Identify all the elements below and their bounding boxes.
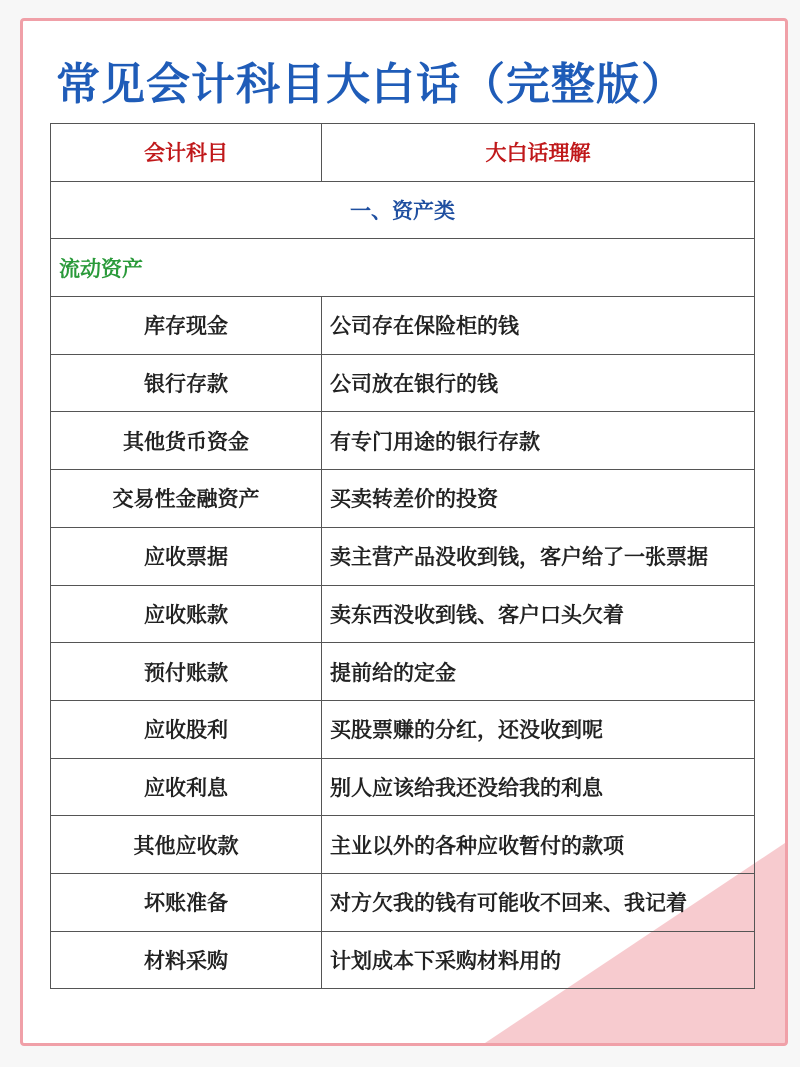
table-row — [51, 758, 755, 816]
account-meaning: 主业以外的各种应收暂付的款项 — [322, 816, 755, 874]
header-account: 会计科目 — [51, 124, 322, 182]
account-name: 坏账准备 — [51, 873, 322, 931]
account-meaning: 别人应该给我还没给我的利息 — [322, 758, 755, 816]
header-meaning: 大白话理解 — [322, 124, 755, 182]
page-title: 常见会计科目大白话（完整版） — [56, 59, 686, 110]
account-meaning: 卖东西没收到钱、客户口头欠着 — [322, 585, 755, 643]
account-name: 应收利息 — [51, 758, 322, 816]
subsection-title: 流动资产 — [51, 239, 755, 297]
account-name: 交易性金融资产 — [51, 470, 322, 528]
account-name: 库存现金 — [51, 297, 322, 355]
table-header-row — [51, 124, 755, 182]
table-row — [51, 931, 755, 989]
table-row — [51, 873, 755, 931]
account-meaning: 买股票赚的分红，还没收到呢 — [322, 700, 755, 758]
table-row — [51, 297, 755, 355]
section-title: 一、资产类 — [51, 181, 755, 239]
table-row — [51, 585, 755, 643]
account-meaning: 买卖转差价的投资 — [322, 470, 755, 528]
account-name: 应收票据 — [51, 527, 322, 585]
table-row — [51, 643, 755, 701]
subsection-row — [51, 239, 755, 297]
account-meaning: 公司存在保险柜的钱 — [322, 297, 755, 355]
account-meaning: 卖主营产品没收到钱，客户给了一张票据 — [322, 527, 755, 585]
table-row — [51, 816, 755, 874]
table-row — [51, 700, 755, 758]
table-row — [51, 354, 755, 412]
account-meaning: 提前给的定金 — [322, 643, 755, 701]
account-name: 材料采购 — [51, 931, 322, 989]
account-meaning: 计划成本下采购材料用的 — [322, 931, 755, 989]
account-name: 银行存款 — [51, 354, 322, 412]
account-name: 其他应收款 — [51, 816, 322, 874]
account-meaning: 公司放在银行的钱 — [322, 354, 755, 412]
table-row — [51, 527, 755, 585]
account-meaning: 对方欠我的钱有可能收不回来、我记着 — [322, 873, 755, 931]
table-row — [51, 412, 755, 470]
accounts-table — [50, 123, 755, 989]
account-name: 应收股利 — [51, 700, 322, 758]
section-row — [51, 181, 755, 239]
account-name: 预付账款 — [51, 643, 322, 701]
account-meaning: 有专门用途的银行存款 — [322, 412, 755, 470]
account-name: 应收账款 — [51, 585, 322, 643]
table-row — [51, 470, 755, 528]
account-name: 其他货币资金 — [51, 412, 322, 470]
